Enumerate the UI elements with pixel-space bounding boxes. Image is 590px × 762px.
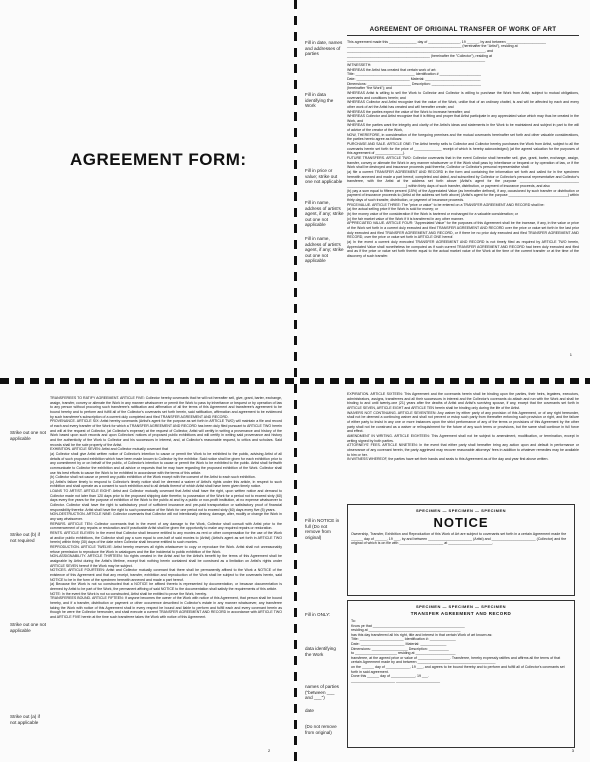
- margin-note: Strike out one not applicable: [10, 430, 47, 441]
- notice-title: NOTICE: [433, 515, 489, 530]
- intro-line: __________________________________________________________ (hereinafter the "Artist"), residing at: [347, 44, 518, 49]
- paragraph: WHEREAS Artist is willing to sell the Work to Collector and Collector is willing to purchase the Work from Artist, subject to mutual obligations, covenants and conditions herein; and: [347, 90, 579, 100]
- paragraph: (b) the money value of the consideration if the Work is bartered or exchanged for a valuable consideration; or: [347, 211, 518, 216]
- paragraph: TRANSFEREES TO RATIFY AGREEMENT. ARTICLE FIVE: Collector hereby covenants that he will not hereafter sell, give, grant, barter, exchange, assign, transfer, convey or alienate the Work in any manner whatsoever or permit the Work to pass by inheritance or bequest or by operation of law to any person without procuring such transferee's ratification and affirmation of all the terms of this Agreement and transferee's agreement to be bound hereby and to perform and fulfill all of the Collector's covenants set forth herein, said ratification, affirmation and agreement to be evidenced by such transferee's subscription of a current duly completed and filed TRANSFER AGREEMENT AND RECORD.: [50, 396, 282, 419]
- agreement-page-1: [297, 0, 590, 378]
- cover-page: [0, 0, 295, 378]
- agreement-page-3: [297, 384, 590, 762]
- paragraph: PRICE/VALUE. ARTICLE THREE: The "price or value" to be entered on a TRANSFER AGREEMENT AND RECORD shall be:: [347, 202, 545, 207]
- paragraph: (b) pay a sum equal to fifteen percent (15%) of the Appreciated Value (as hereinafter defined), if any, occasioned by such transfer or distribution or payment of insurance proceeds to (Artist at the address set forth above) (Artist's agent for the purpose ______________________________) within thirty days of such transfer, distribution, or payment of insurance proceeds.: [347, 188, 579, 202]
- paragraph: WHEREAS Collector and Artist recognize that the value of the Work, unlike that of an ordinary chattel, is and will be affected by each and every other work of art the Artist has created and will hereafter create; and: [347, 100, 579, 109]
- paragraph: NON-ASSIGNABILITY. ARTICLE THIRTEEN: No rights created in the Artist and for the Artist's benefit by the terms of this Agreement shall be assignable by Artist during the Artist's lifetime, except that nothing herein contained shall be construed as a limitation on Artist's rights under ARTICLE SEVEN hereof if the Work may be subject.: [50, 554, 282, 568]
- transfer-line: transferee, at the agreed price or value of ________________. Transferee, hereby expressly ratifies and affirms all the terms of that certain Agreement made by and between _______________________________________: [351, 655, 561, 665]
- paragraph: WHEREAS Collector and Artist recognize that it is fitting and proper that Artist participate in any appreciated value which may thus be created in the Work, and: [347, 114, 579, 123]
- page-number: 1: [569, 352, 572, 357]
- page-1-body: [347, 28, 579, 259]
- transfer-line: on the ______ day of ____________, 19 ___, and agrees to be bound thereby and to perform and fulfill all of Collector's covenants set forth in said agreement.: [351, 664, 565, 674]
- margin-note: Fill in name, address of artist's agent, if any; strike out one not applicable: [305, 236, 344, 263]
- paragraph: (a) Collector shall give Artist written notice of Collector's intention to cause or permit the Work to be exhibited to the public, advising Artist of all details of such proposed exhibition which have been made known to Collector by the exhibitor. Said notice shall be given for each exhibition prior to any commitment by or on behalf of the public, of Collector's intention to cause or permit the Work to be exhibited to the public. Artist shall forthwith communicate to Collector the exhibition and all advice or requests that he may have regarding the proposed exhibition of the Work. Collector shall use his best efforts to cause the Work to be exhibited in accordance with the terms of this article.: [50, 451, 282, 475]
- paragraph: IN WITNESS WHEREOF, the parties have set their hands and seals to this Agreement as of the day and year first above written.: [347, 457, 549, 462]
- transfer-line: To:: [351, 619, 356, 623]
- notice-text: Ownership, Transfer, Exhibition and Reproduction of this Work of Art are subject to covenants set forth in a certain Agreement made the ______ day of ______, 19 ___, by and between ______________________ (Artist) and ______________________ (Collector) and the original of which is on file with ______________________ at ______________________.: [351, 532, 567, 546]
- margin-note: (Do not remove from original): [305, 724, 337, 735]
- transfer-line: Know ye that ______________________________________________: [351, 623, 465, 628]
- paragraph: LOANS TO ARTIST. ARTICLE EIGHT: Artist and Collector mutually covenant that Artist shall have the right, upon written notice and demand to Collector made not later than 120 days prior to the proposed shipping date therefor, to possession of the Work for a period not to exceed sixty (60) days every five years for the purpose of exhibition of the Work to the public at and by a public or non-profit institution, at no expense whatsoever to Collector. Collector shall have the right to satisfactory proof of sufficient insurance and pre-paid transportation or satisfactory proof of financial responsibility therefor. Artist shall have the right to such possession of the Work for one period not to exceed sixty (60) days every five (5) years.: [50, 489, 282, 512]
- transfer-line: Done this ______ day of ____________, 19 ___.: [351, 674, 429, 679]
- margin-note: Fill in ONLY:: [305, 612, 331, 617]
- page-number: 3: [571, 748, 574, 753]
- specimen-label: SPECIMEN — SPECIMEN — SPECIMEN: [415, 508, 507, 513]
- margin-note: date: [305, 708, 314, 713]
- paragraph: WHEREAS the parties want the integrity and clarity of the Artist's ideas and statements in the Work to be maintained and subject in part to the will of advice of the creator of the Work,: [347, 123, 579, 133]
- paragraph: TRANSFEREES BOUND. ARTICLE FIFTEEN: If anyone becomes the owner of the Work with notice of this Agreement, that person shall be bound hereby, and if a transfer, distribution or payment or other occurrence described in Collector's estate in any manner whatsoever, any transferee taking the Work with notice of this Agreement shall in every respect be bound and liable to perform and fulfill each and every covenant herein as though he were the Collector hereunder, and shall execute a current TRANSFER AGREEMENT AND RECORD in accordance with ARTICLE TWO and ARTICLE FIVE herein at the time such transferee takes the Work with notice of this Agreement.: [50, 596, 282, 619]
- page-number: 2: [268, 748, 271, 753]
- paragraph: EXHIBITION. ARTICLE SEVEN: Artist and Collector mutually covenant that: [50, 447, 169, 452]
- paragraph: NOTICES. ARTICLE FOURTEEN: Artist and Collector mutually covenant that there shall be permanently affixed to the Work a NOTICE of the existence of this Agreement and that any receipt, transfer, exhibition and reproduction of the Work shall be subject to the covenants herein, said NOTICE to be in the form of the specimen herewith annexed and made a part hereof.: [50, 568, 282, 582]
- transfer-line: has this day transferred all his right, title and interest in that certain Work of art known as:: [351, 632, 493, 637]
- paragraph: REPAIRS. ARTICLE TEN: Collector covenants that in the event of any damage to the Work, Collector shall consult with Artist prior to the commencement of any repairs or restoration and if practicable Artist shall be given the opportunity to make any required repairs or restoration.: [50, 521, 282, 531]
- document-title: AGREEMENT OF ORIGINAL TRANSFER OF WORK OF ART: [369, 26, 557, 33]
- intro-line: Date: ___________________________ Material: ____________________________: [347, 76, 481, 81]
- paragraph: ATTORNEYS' FEES. ARTICLE NINETEEN: In the event that either party shall hereafter bring any action upon and default in performance or observance of any covenant herein, the party aggrieved may recover reasonable attorneys' fees in addition to whatever remedies may be available to him or her.: [347, 443, 579, 457]
- margin-note: names of parties ("between ___ and ___"): [305, 684, 339, 700]
- paragraph: NON-DESTRUCTION. ARTICLE NINE: Collector covenants that Collector will not intentionally destroy, damage, alter, modify or change the Work in any way whatsoever.: [50, 512, 282, 522]
- horizontal-cut-line: [0, 378, 590, 384]
- margin-note: Strike out (a) if not applicable: [10, 714, 40, 725]
- paragraph: EXPIRATION. ARTICLE SIXTEEN: This Agreement and the covenants herein shall be binding upon the parties, their heirs, legatees, executors, administrators, assigns, transferees and all their successors in interest and the Collector's covenants do attach and run with the Work and shall be binding to and until twenty-one (21) years after the deaths of Artist and Artist's surviving spouse, if any, except that the covenants set forth in ARTICLE SEVEN, ARTICLE EIGHT and ARTICLE TEN herein shall be binding only during the life of the Artist.: [347, 392, 579, 410]
- intro-line: Dimensions: ______________________ Description: _________________________: [347, 81, 481, 86]
- specimen-label: SPECIMEN — SPECIMEN — SPECIMEN: [415, 604, 507, 609]
- paragraph: AMENDMENT IN WRITING. ARTICLE EIGHTEEN: This Agreement shall not be subject to amendment, modification, or termination, except in writing signed by both parties.: [347, 433, 579, 443]
- margin-note: Fill in date, names and addresses of parties: [305, 40, 343, 56]
- intro-line: WHEREAS the Artist has created that certain work of art:: [347, 67, 437, 72]
- intro-line: __________________________________________ (hereinafter the "Collector"), residing at: [347, 53, 492, 58]
- paragraph: FUTURE TRANSFERS. ARTICLE TWO: Collector covenants that in the event Collector shall hereafter sell, give, grant, barter, exchange, assign, transfer, convey or alienate the Work in any manner whatsoever or if the Work shall pass by inheritance or bequest or by operation of law, or if the Work shall be destroyed and insurance proceeds paid therefor, Collector or Collector's personal representative shall:: [347, 156, 579, 170]
- paragraph: (a) In the event a current duly executed TRANSFER AGREEMENT AND RECORD is not timely filed as required by ARTICLE TWO herein, Appreciated Value shall nonetheless be computed as if such current TRANSFER AGREEMENT AND RECORD had been duly executed and filed and as if the price or value set forth therein equal to the actual market value of the Work at the time of the current transfer or at the time of the discovery of such transfer.: [347, 239, 579, 258]
- paragraph: (b) Collector shall not cause or permit any public exhibition of the Work except with the consent of the Artist to each such exhibition.: [50, 475, 256, 480]
- paragraph: (c) Artist's failure timely to respond to Collector's timely notice shall be deemed a waiver of Artist's rights under this article, in respect to such exhibition and shall operate as a consent to such exhibition and to all details thereof of which Artist shall have been given timely notice.: [50, 479, 282, 489]
- transfer-line: Title: ______________________ Identification #: _____________: [351, 637, 456, 642]
- paragraph: (a) file a current TRANSFER AGREEMENT AND RECORD in the form and containing the information set forth and called for in the specimen herewith annexed and made a part hereof, completed and dated, and subscribed by Collector or Collector's personal representative and Collector's transferee, with the Artist at the address set forth above (Artist's agent for the purpose ______________________________ ______________________________) within thirty days of such transfer, distribution, or payment of insurance proceeds, and also: [347, 170, 579, 188]
- paragraph: REPRODUCTION. ARTICLE TWELVE: Artist hereby reserves all rights whatsoever to copy or reproduce the Work. Artist shall not unreasonably refuse permission to reproduce the Work in catalogues and the like incidental to public exhibition of the Work.: [50, 545, 282, 554]
- paragraph: RENTS. ARTICLE ELEVEN: In the event that Collector shall become entitled to any monies as rent or other compensation for the use of the Work at and/or public exhibitions, the Collector shall pay a sum equal to one-half of said monies to (Artist) (Artist's agent as set forth in ARTICLE TWO herein) within thirty (30) days of the date when Collector shall become entitled to such monies.: [50, 531, 282, 545]
- margin-note: Fill in NOTICE in full (Do not remove from original): [305, 518, 340, 540]
- transfer-line: residing at ______________________________________________: [351, 628, 461, 633]
- signature-line: ______________________ ______________________: [351, 678, 440, 683]
- intro-line: WITNESSETH:: [347, 62, 372, 67]
- transfer-heading: TRANSFER AGREEMENT AND RECORD: [410, 611, 512, 616]
- paragraph: NOTE: In the event the Work is not so constructed, Artist shall be entitled to prove the Work, hereby.: [50, 591, 207, 596]
- paragraph: APPRECIATED VALUE. ARTICLE FOUR: "Appreciated Value" for the purposes of this Agreement shall be the increase, if any, in the value or price of the Work set forth in a current duly executed and filed TRANSFER AGREEMENT AND RECORD over the price or value set forth in the last prior duly executed and filed TRANSFER AGREEMENT AND RECORD, or if there be no prior duly executed and filed TRANSFER AGREEMENT AND RECORD, over the price or value set forth in ARTICLE ONE hereof.: [347, 221, 579, 240]
- paragraph: (a) the actual selling price if the Work is sold for money; or: [347, 207, 439, 212]
- paragraph: PURCHASE AND SALE. ARTICLE ONE: The Artist hereby sells to Collector and Collector hereby purchases the Work from Artist, subject to all the covenants herein set forth for the price of ______________ receipt of which is hereby acknowledged) (at the agreed valuation for the purposes of this agreement of ______________).: [347, 142, 579, 156]
- intro-line: (hereinafter "the Work"); and: [347, 86, 392, 91]
- page-2-body: [50, 396, 282, 620]
- margin-note: data identifying the Work: [305, 646, 336, 657]
- margin-note: Strike out one not applicable: [10, 622, 47, 633]
- margin-note: Fill in price or value; strike out one not applicable: [305, 168, 343, 184]
- agreement-page-2: [0, 384, 295, 762]
- transfer-line: Dimensions: __________________ Description: __________: [351, 646, 449, 651]
- intro-line: ______________________________________________________________________: [347, 58, 486, 63]
- paragraph: WHEREAS the parties expect the value of the Work to increase hereafter; and: [347, 109, 470, 114]
- intro-line: ______________________________________________________________________, and: [347, 48, 493, 53]
- margin-note: Fill in data identifying the Work: [305, 92, 334, 108]
- form-heading: AGREEMENT FORM:: [70, 150, 247, 169]
- transfer-record-content: [351, 604, 571, 683]
- transfer-line: Date: ______________________ Material: _____________: [351, 641, 447, 646]
- paragraph: PROVENANCE. ARTICLE SIX: Artist hereby covenants (Artist's agent for the purpose as set forth in ARTICLE TWO) will maintain a file and record of each and every transfer of the Work for which a TRANSFER AGREEMENT AND RECORD has been duly filed pursuant to ARTICLE TWO herein and will at the request of Collector, (at Collector's expense) at the request of Collector, Artist will certify in writing a provenance and history of the Work based upon such records and upon Collectors' notices of proposed public exhibitions and will certify in writing said provenance and history and the authenticity of the Work to Collector and his successors in interest, and, at Collector's reasonable request, to critics and scholars. Said records shall be the sole property of the Artist.: [50, 419, 282, 447]
- transfer-line: to _____________________ residing at ____________________: [351, 651, 456, 656]
- notice-content: [351, 508, 571, 546]
- intro-line: This agreement made this ______________ day of ________________, 19 ______, by and between ____________________: [347, 39, 546, 44]
- margin-note: Fill in name, address of artist's agent, if any; strike out one not applicable: [305, 200, 344, 227]
- page-3-body: [347, 392, 579, 462]
- margin-note: Strike out (b) if not required: [10, 532, 40, 543]
- paragraph: (a) Because the Work is not so constructed that a NOTICE be affixed thereto is represented by documentation, or because documentation is deemed by Artist to be part of the Work, the permanent affixing of said NOTICE to the documentation shall satisfy the requirements of this article.: [50, 582, 282, 591]
- paragraph: NOW, THEREFORE, in consideration of the foregoing premises and the mutual covenants hereinafter set forth and other valuable considerations, the parties hereto agree as follows:: [347, 132, 579, 142]
- intro-line: Title: ______________________________ Identification # _____________________: [347, 72, 481, 77]
- paragraph: (c) the fair market value of the Work if it is transferred in any other manner.: [347, 216, 464, 221]
- paragraph: WAIVERS NOT CONTINUING. ARTICLE SEVENTEEN: Any waiver by either party of any provision of this Agreement, or of any right hereunder, shall not be deemed a continuing waiver and shall not prevent or estop such party from thereafter enforcing such provision or right, and the failure of either party to insist in any one or more instances upon the strict performance of any of the terms or provisions of this Agreement by the other party shall not be construed as a waiver or relinquishment for the future of any such terms or provisions, but the same shall continue in full force and effect.: [347, 410, 579, 434]
